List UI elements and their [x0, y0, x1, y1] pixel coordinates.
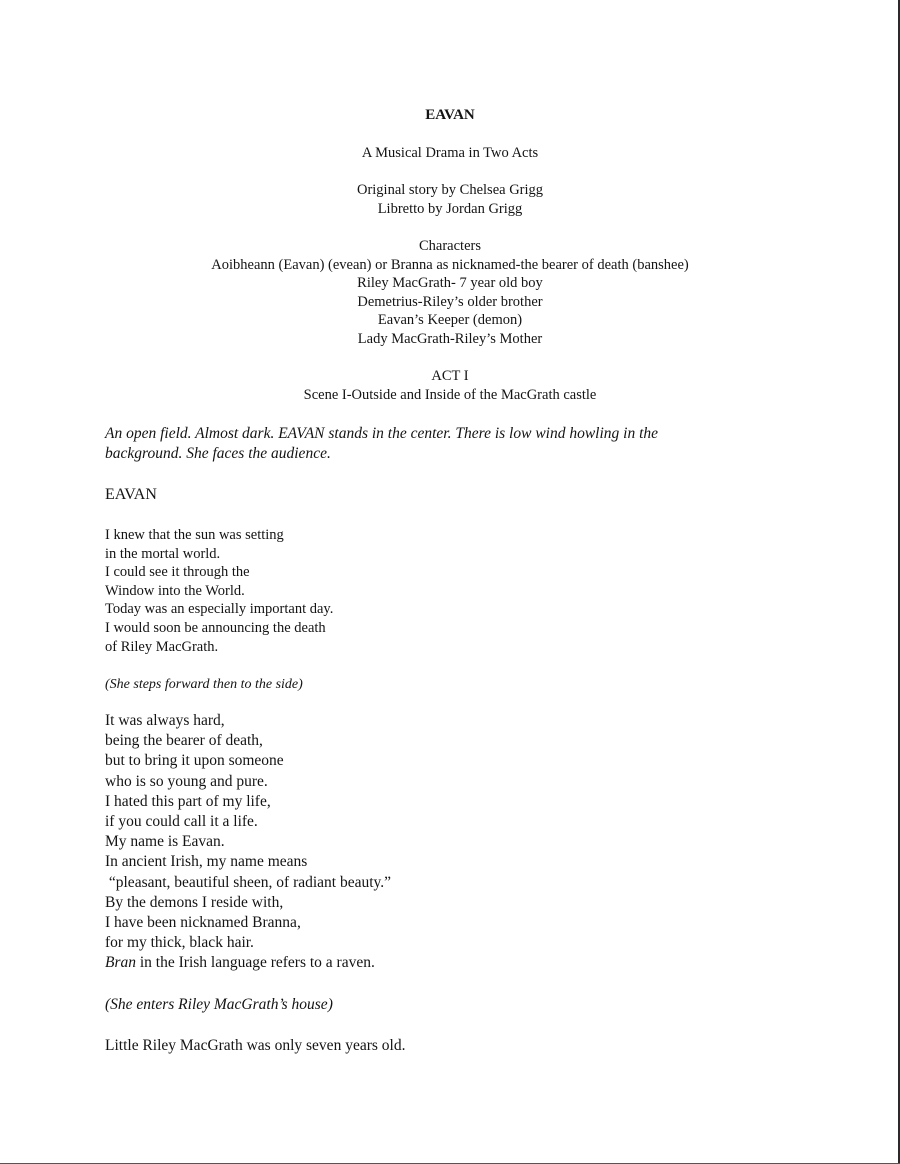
verse-line: in the mortal world. [105, 545, 221, 562]
verse-line: In ancient Irish, my name means [105, 853, 308, 871]
verse-line: My name is Eavan. [105, 833, 225, 851]
closing-line: Little Riley MacGrath was only seven years old. [105, 1037, 406, 1054]
bran-rest: in the Irish language refers to a raven. [136, 954, 375, 972]
play-title: EAVAN [425, 107, 475, 123]
verse-line-bran [105, 953, 785, 973]
stage-direction-line: An open field. Almost dark. EAVAN stands in the center. There is low wind howling in the [105, 425, 659, 442]
credit-libretto: Libretto by Jordan Grigg [377, 200, 523, 217]
verse-line: I have been nicknamed Branna, [105, 914, 301, 932]
character-item: Aoibheann (Eavan) (evean) or Branna as nicknamed-the bearer of death (banshee) [211, 256, 689, 273]
verse-line: being the bearer of death, [105, 732, 263, 750]
stage-direction-enters: (She enters Riley MacGrath’s house) [105, 996, 333, 1013]
characters-heading: Characters [419, 238, 481, 254]
verse-line: Window into the World. [105, 582, 245, 599]
verse-line: I would soon be announcing the death [105, 619, 326, 636]
verse-line: It was always hard, [105, 712, 225, 729]
credits [0, 181, 900, 218]
verse-line: I knew that the sun was setting [105, 527, 284, 543]
verse-line: if you could call it a life. [105, 813, 258, 831]
verse-block-1 [105, 526, 785, 656]
verse-line: of Riley MacGrath. [105, 638, 219, 655]
character-list [0, 237, 900, 349]
verse-line: By the demons I reside with, [105, 893, 284, 911]
verse-line: I hated this part of my life, [105, 792, 271, 810]
verse-line: Today was an especially important day. [105, 601, 334, 618]
verse-line: I could see it through the [105, 564, 250, 581]
stage-direction-opening [105, 424, 785, 464]
verse-line: but to bring it upon someone [105, 752, 284, 770]
verse-line: for my thick, black hair. [105, 934, 254, 952]
stage-direction-line: background. She faces the audience. [105, 445, 331, 462]
character-item: Eavan’s Keeper (demon) [377, 312, 523, 329]
credit-story: Original story by Chelsea Grigg [356, 182, 544, 198]
act-heading [0, 367, 900, 404]
stage-direction-steps: (She steps forward then to the side) [105, 677, 303, 692]
act-number: ACT I [431, 368, 469, 384]
bran-word: Bran [105, 954, 136, 972]
verse-line: “pleasant, beautiful sheen, of radiant beauty.” [105, 873, 392, 891]
play-subtitle: A Musical Drama in Two Acts [361, 145, 539, 161]
verse-line: who is so young and pure. [105, 772, 268, 790]
character-item: Lady MacGrath-Riley’s Mother [357, 330, 543, 347]
character-item: Riley MacGrath- 7 year old boy [357, 275, 543, 292]
speaker-name: EAVAN [105, 486, 157, 503]
character-item: Demetrius-Riley’s older brother [357, 293, 543, 310]
scene-title: Scene I-Outside and Inside of the MacGrath castle [303, 386, 597, 403]
verse-block-2 [105, 711, 785, 974]
